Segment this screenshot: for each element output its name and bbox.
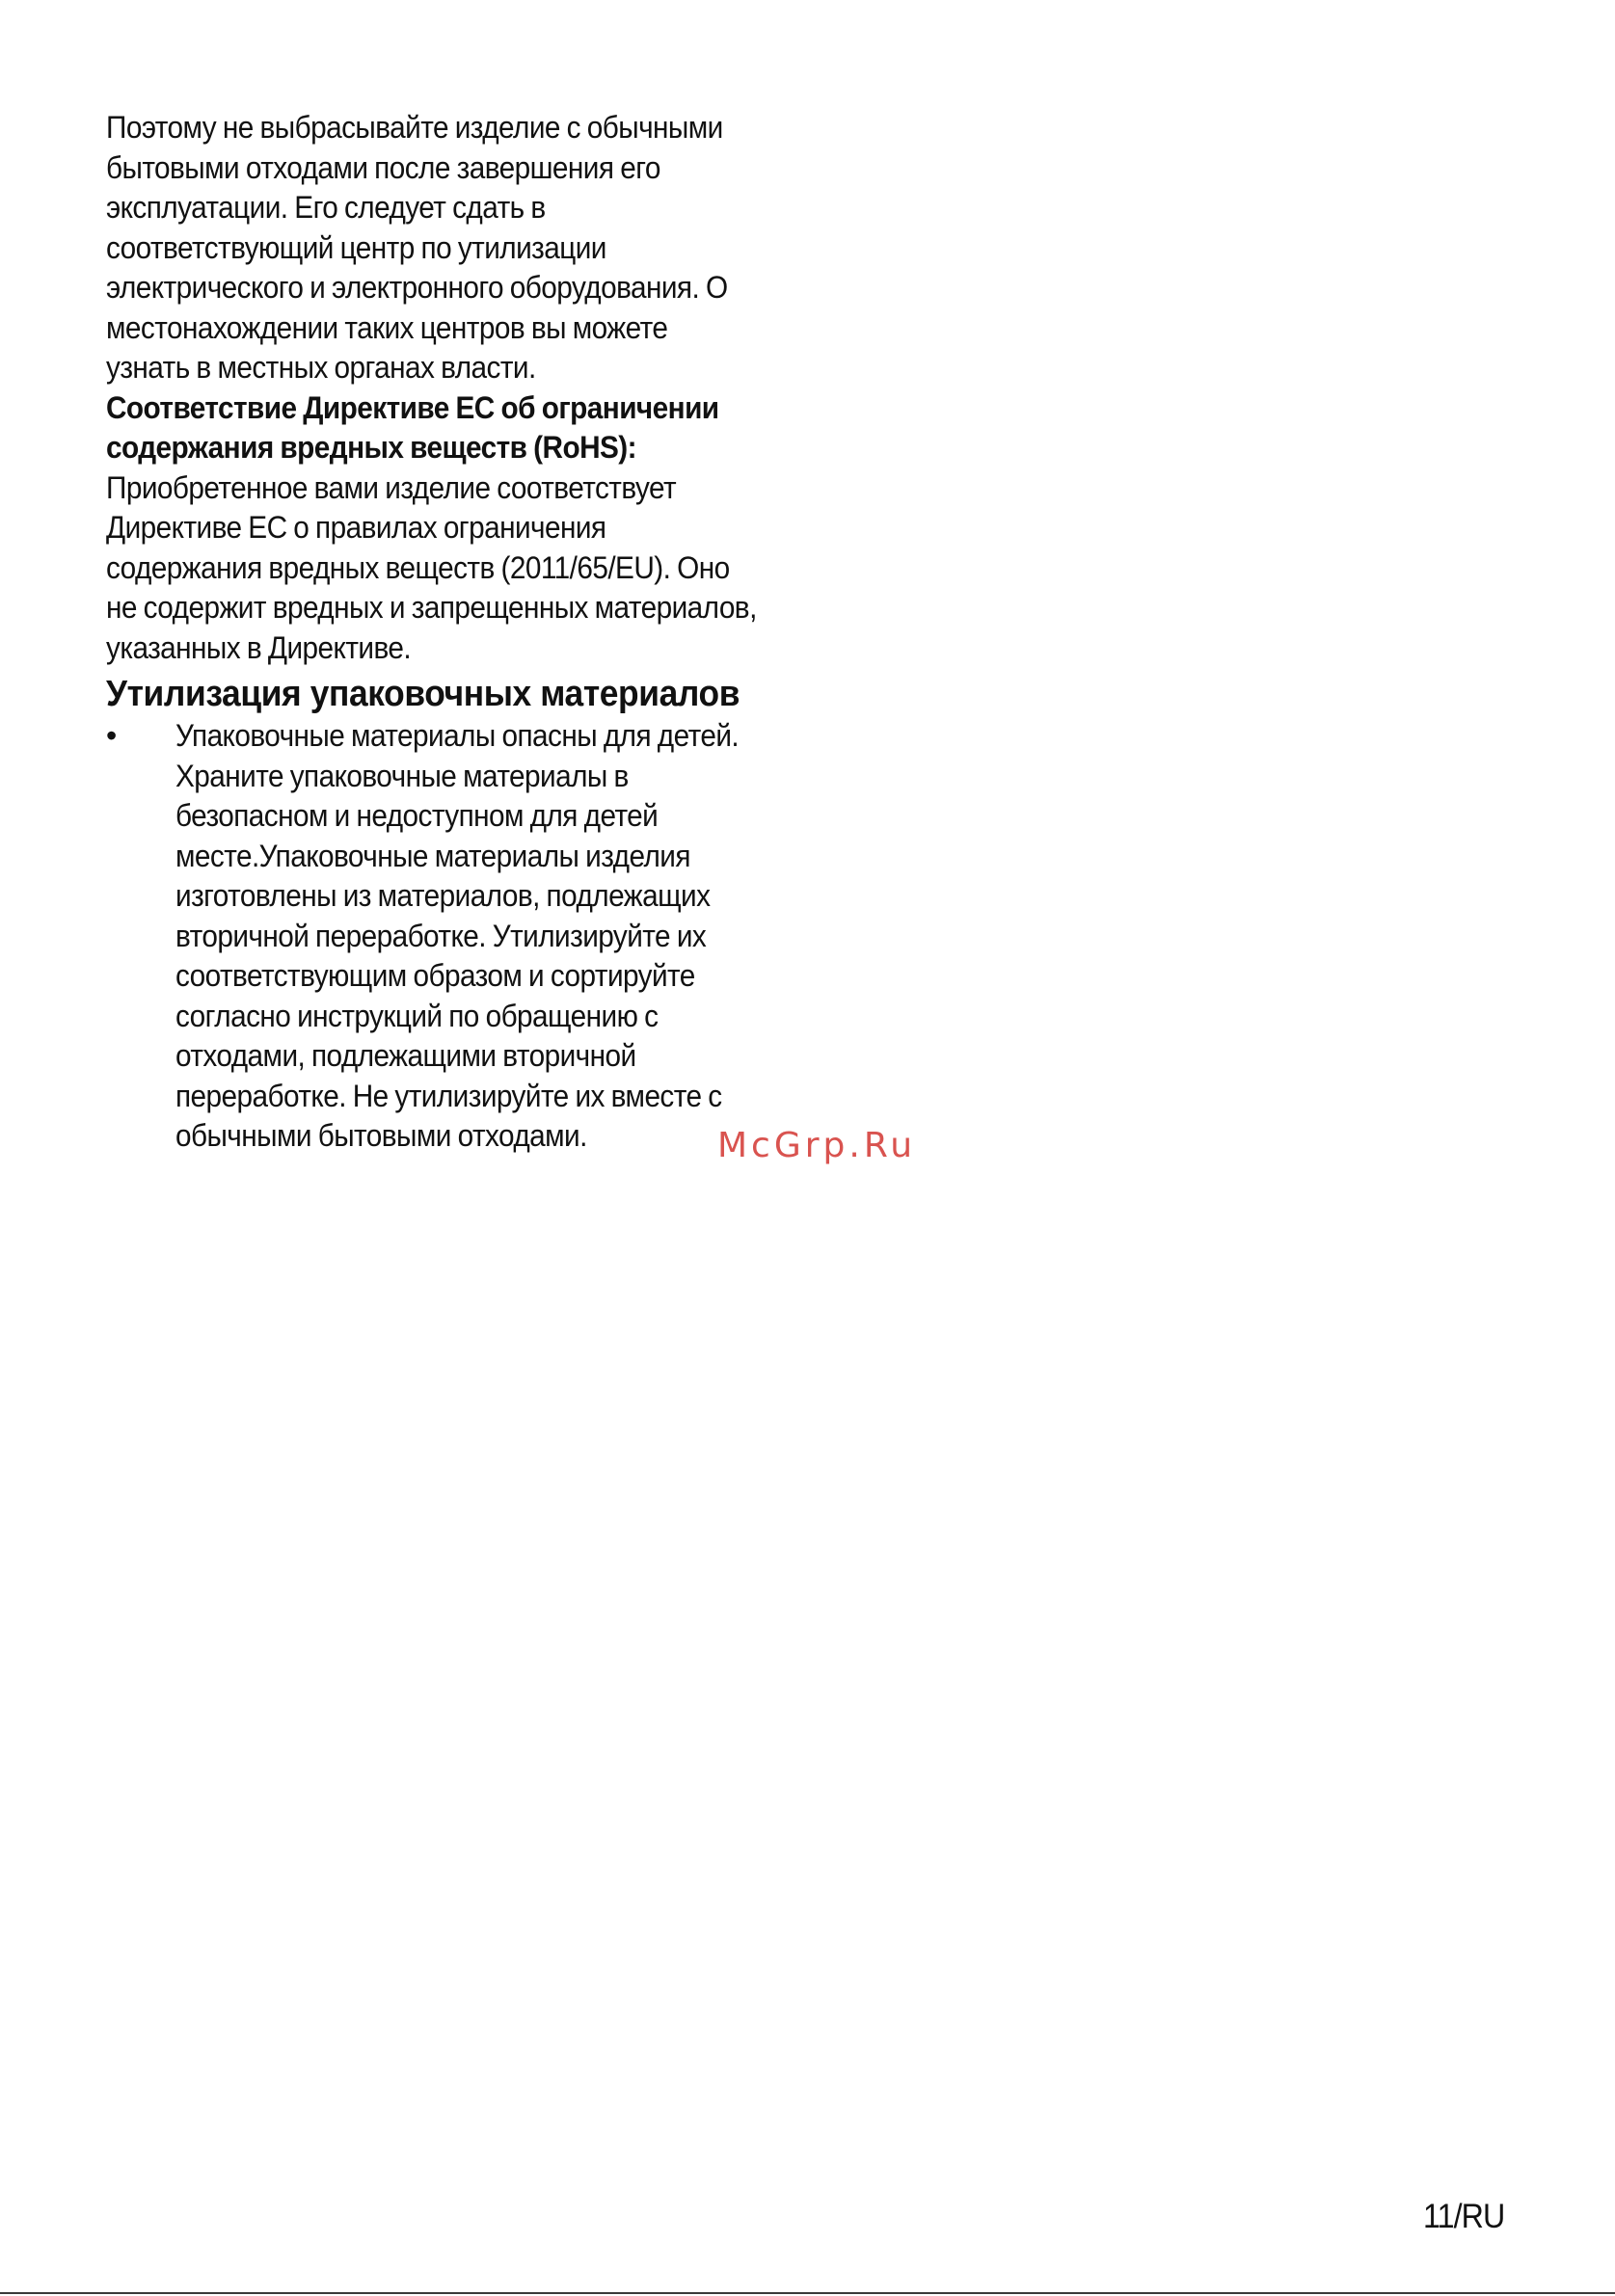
rohs-heading xyxy=(106,388,842,468)
rohs-line: Приобретенное вами изделие соответствует xyxy=(106,469,677,505)
watermark: McGrp.Ru xyxy=(717,1126,917,1165)
intro-line: эксплуатации. Его следует сдать в xyxy=(106,190,546,225)
packaging-line: Храните упаковочные материалы в xyxy=(175,758,629,793)
packaging-line: изготовлены из материалов, подлежащих xyxy=(175,878,711,913)
packaging-heading: Утилизация упаковочных материалов xyxy=(106,674,740,714)
text-column xyxy=(106,108,839,1157)
intro-line: Поэтому не выбрасывайте изделие с обычными xyxy=(106,110,723,145)
rohs-line: указанных в Директиве. xyxy=(106,629,412,665)
packaging-line: Упаковочные материалы опасны для детей. xyxy=(175,718,740,753)
rohs-heading-line: Соответствие Директиве ЕС об ограничении xyxy=(106,389,719,425)
rohs-heading-line: содержания вредных веществ (RoHS): xyxy=(106,430,637,465)
intro-line: бытовыми отходами после завершения его xyxy=(106,149,660,185)
packaging-line: отходами, подлежащими вторичной xyxy=(175,1038,636,1073)
packaging-line: переработке. Не утилизируйте их вместе с xyxy=(175,1078,722,1113)
rohs-line: не содержит вредных и запрещенных материалов, xyxy=(106,590,757,625)
rohs-line: Директиве ЕС о правилах ограничения xyxy=(106,510,606,545)
packaging-line: вторичной переработке. Утилизируйте их xyxy=(175,918,707,953)
packaging-line: безопасном и недоступном для детей xyxy=(175,798,659,833)
rohs-line: содержания вредных веществ (2011/65/EU). Оно xyxy=(106,549,730,585)
rohs-paragraph xyxy=(106,468,842,669)
bullet-icon: • xyxy=(106,718,118,753)
page-number: 11/RU xyxy=(1423,2198,1505,2235)
bottom-divider xyxy=(0,2292,1615,2294)
intro-line: электрического и электронного оборудования. О xyxy=(106,270,728,305)
intro-line: местонахождении таких центров вы можете xyxy=(106,309,668,345)
packaging-line: обычными бытовыми отходами. xyxy=(175,1118,587,1153)
packaging-bullet-list xyxy=(106,716,839,1157)
list-item xyxy=(106,716,839,1157)
packaging-line: соответствующим образом и сортируйте xyxy=(175,958,695,993)
intro-paragraph xyxy=(106,108,842,388)
packaging-line: согласно инструкций по обращению с xyxy=(175,998,659,1033)
intro-line: соответствующий центр по утилизации xyxy=(106,229,606,265)
packaging-line: месте.Упаковочные материалы изделия xyxy=(175,838,690,873)
packaging-paragraph xyxy=(175,716,911,1157)
intro-line: узнать в местных органах власти. xyxy=(106,350,536,385)
